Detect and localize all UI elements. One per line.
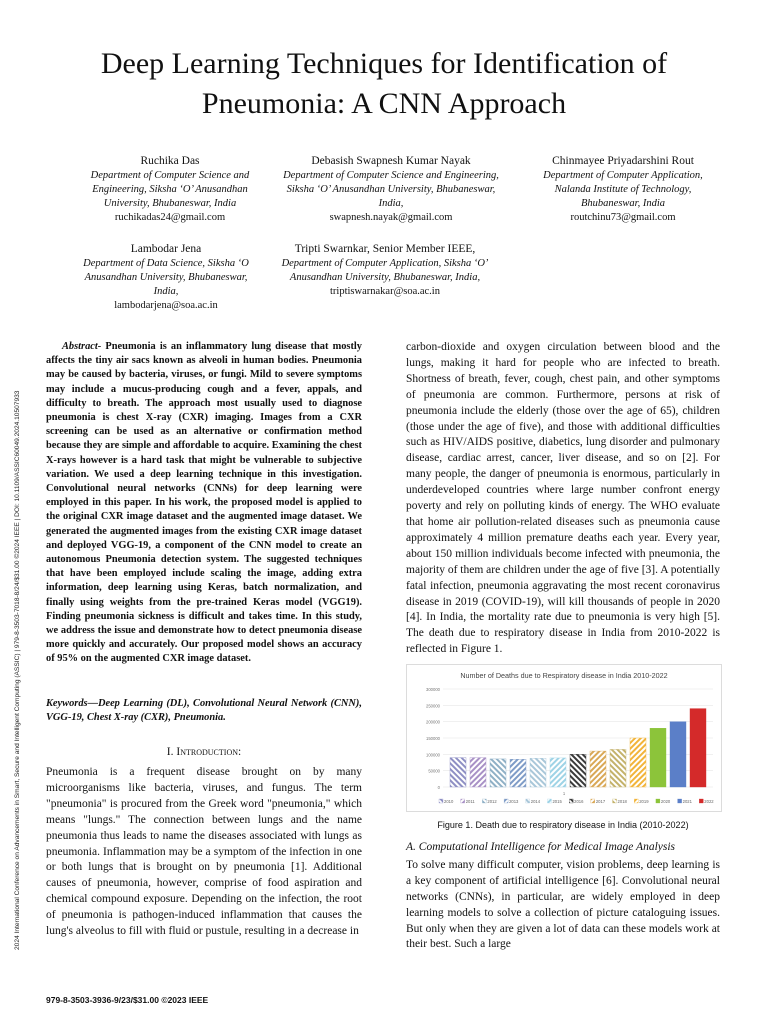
y-tick-label: 150000 bbox=[426, 736, 440, 741]
author-name: Ruchika Das bbox=[140, 155, 200, 167]
legend-swatch-2014 bbox=[526, 799, 530, 803]
legend-label-2011: 2011 bbox=[465, 799, 475, 804]
abstract-label: Abstract- bbox=[62, 341, 102, 352]
legend-swatch-2010 bbox=[439, 799, 443, 803]
legend-label-2019: 2019 bbox=[639, 799, 649, 804]
body-paragraph: carbon-dioxide and oxygen circulation between blood and the lungs, making it hard for people who are infected to breath. Shortness of breath, fever, cough, chest pain, and other symptoms of pneumonia are common. Furthermore, persons at risk of pneumonia include the elderly (those over the age of 65), children (those under the age of five), and those with additional difficulties such as HIV/AIDS positive, diabetics, lung disorder and pulmonary disease, cardiac arrest, cancer, liver disease, and so on [2]. For many people, the danger of pneumonia is enormous, particularly in underdeveloped countries where large number confront energy poverty and rely on polluting kinds of energy. The WHO evaluate that home air pollution-related diseases such as pneumonia cause approximately 4 million premature deaths each year. Every year, about 150 million individuals become infected with pneumonia, the majority of them are children under the age of five [3]. A potentially fatal infection, pneumonia aggravating the most recent coronavirus disease in 2019 (COVID-19), will kill thousands of people in 2020 [4]. In India, the mortality rate due to pneumonia is very high [5]. The death due to respiratory disease in India from 2010-2022 is reflected in Figure 1. bbox=[406, 341, 720, 656]
author-name: Chinmayee Priyadarshini Rout bbox=[552, 155, 694, 167]
bar-2011 bbox=[470, 758, 486, 787]
figure-1-chart bbox=[406, 664, 722, 812]
y-tick-label: 300000 bbox=[426, 687, 440, 692]
author-block bbox=[278, 154, 504, 225]
legend-label-2018: 2018 bbox=[617, 799, 627, 804]
right-column-text bbox=[406, 340, 720, 658]
bar-2018 bbox=[610, 749, 626, 787]
legend-swatch-2017 bbox=[591, 799, 595, 803]
abstract-body: Pneumonia is an inflammatory lung disease that mostly affects the tiny air sacs known as alveoli in human bodies. Pneumonia may be caused by bacteria, viruses, or fungi. Mild to severe symptoms may include a mucus-producing cough and a fever, appals, and difficulty to breath. The approach most usually used to diagnose pneumonia is chest X-ray (CXR) imaging. Images from a CXR screening can be used as an alternative or confirmation method because they are simple and affordable to acquire. Examining the chest X-rays however is a hard task that might be vulnerable to subjective variation. We used a deep learning technique in this investigation. Convolutional neural networks (CNNs) for deep learning were employed in this paper. In his work, the proposed model is applied to the original CXR image dataset and the augmented image dataset. We generated the augmented images from the existing CXR image dataset and deployed VGG-19, a component of the CNN model to create an autonomous Pneumonia detection system. The suggested techniques that have been employed include scaling the image, adding extra information, deep learning using Keras, batch normalization, and finally using weights from the pre-trained Keras model (VGG19). Finding pneumonia sickness is difficult and takes time. In this study, we address the issue and demonstrate how to detect pneumonia disease more quickly and accurately. Our proposed model shows an accuracy of 95% on the augmented CXR image dataset. bbox=[46, 341, 362, 665]
bar-2015 bbox=[550, 758, 566, 787]
author-affiliation: Department of Computer Science and Engineering, Siksha ‘O’ Anusandhan University, Bhubaneswar, India bbox=[90, 170, 250, 209]
legend-label-2015: 2015 bbox=[552, 799, 562, 804]
author-email: triptiswarnakar@soa.ac.in bbox=[330, 286, 440, 297]
x-axis-label: 1 bbox=[562, 791, 566, 796]
author-block bbox=[280, 242, 490, 299]
bar-2019 bbox=[630, 738, 646, 787]
intro-paragraph: Pneumonia is a frequent disease brought on by many microorganisms like bacteria, viruses, and fungus. The term "pneumonia" is procured from the Greek word "pneumonia," which means "lungs." The connection between lungs and the name pneumonia thus leads to name the diseases associated with lungs as pneumonia. Inflammation may be a symptom of the infection in one or both lungs that is brought on by pneumonia [1]. Additional causes of pneumonia, however, comprise of food aspiration and chemical compound exposure. Depending on the infection, the root of pneumonia is pathogen-induced inflammation that causes the lung's alveolus to fill with fluid or pustule, resulting in a decrease in bbox=[46, 765, 362, 938]
author-name: Lambodar Jena bbox=[130, 243, 202, 255]
author-affiliation: Department of Computer Application, Siksha ‘O’ Anusandhan University, Bhubaneswar, India, bbox=[281, 258, 489, 283]
side-doi-banner bbox=[10, 200, 30, 950]
y-tick-label: 50000 bbox=[428, 768, 440, 774]
bar-2010 bbox=[450, 758, 466, 787]
legend-swatch-2015 bbox=[547, 799, 551, 803]
section-heading bbox=[46, 745, 362, 761]
title-line-2: Pneumonia: A CNN Approach bbox=[201, 87, 567, 120]
subsection-heading: A. Computational Intelligence for Medical Image Analysis bbox=[406, 841, 676, 853]
author-affiliation: Department of Computer Application, Nalanda Institute of Technology, Bhubaneswar, India bbox=[543, 170, 703, 209]
author-name: Tripti Swarnkar, Senior Member IEEE, bbox=[294, 243, 476, 255]
legend-label-2022: 2022 bbox=[704, 799, 714, 804]
legend-swatch-2021 bbox=[678, 799, 682, 803]
abstract bbox=[46, 340, 362, 667]
legend-swatch-2019 bbox=[634, 799, 638, 803]
author-name: Debasish Swapnesh Kumar Nayak bbox=[311, 155, 471, 167]
paper-title bbox=[40, 44, 728, 124]
legend-label-2013: 2013 bbox=[509, 799, 519, 804]
author-affiliation: Department of Data Science, Siksha ‘O Anusandhan University, Bhubaneswar, India, bbox=[83, 258, 249, 297]
legend-swatch-2013 bbox=[504, 799, 508, 803]
bar-2021 bbox=[670, 722, 686, 787]
author-email: routchinu73@gmail.com bbox=[570, 212, 676, 223]
chart-title: Number of Deaths due to Respiratory disease in India 2010-2022 bbox=[460, 671, 668, 680]
author-affiliation: Department of Computer Science and Engineering, Siksha ‘O’ Anusandhan University, Bhubaneswar, India, bbox=[283, 170, 499, 209]
legend-swatch-2012 bbox=[482, 799, 486, 803]
author-email: ruchikadas24@gmail.com bbox=[114, 212, 226, 223]
legend-label-2010: 2010 bbox=[444, 799, 454, 804]
legend-swatch-2022 bbox=[699, 799, 703, 803]
legend-swatch-2016 bbox=[569, 799, 573, 803]
legend-label-2020: 2020 bbox=[660, 799, 671, 804]
bar-2014 bbox=[530, 758, 546, 787]
legend-label-2017: 2017 bbox=[595, 799, 606, 804]
side-doi-text: 2024 International Conference on Advancements in Smart, Secure and Intelligent Computing (ASSIC) | 979-8-3503-7018-8/24/$31.00 ©2024 IEEE | DOI: 10.1109/ASSIC60049.2024.10507933 bbox=[14, 390, 21, 950]
legend-swatch-2018 bbox=[613, 799, 617, 803]
section-title: Introduction: bbox=[176, 746, 242, 759]
subsection-paragraph: To solve many difficult computer, vision problems, deep learning is a key component of artificial intelligence [6]. Convolutional neural networks (CNNs), in particular, are widely employed in deep learning models to solve a collection of picture cataloguing issues. But only when they are given a lot of data can these models work at their best. Such a large bbox=[406, 858, 720, 951]
bar-2017 bbox=[590, 751, 606, 787]
legend-swatch-2011 bbox=[461, 799, 465, 803]
author-email: lambodarjena@soa.ac.in bbox=[114, 300, 218, 311]
keywords: Keywords—Deep Learning (DL), Convolutional Neural Network (CNN), VGG-19, Chest X-ray (CXR), Pneumonia. bbox=[46, 697, 362, 723]
bar-2020 bbox=[650, 728, 666, 787]
legend-label-2016: 2016 bbox=[574, 799, 584, 804]
left-column bbox=[46, 340, 362, 940]
bar-2022 bbox=[690, 709, 706, 787]
author-email: swapnesh.nayak@gmail.com bbox=[329, 212, 453, 223]
bar-2016 bbox=[570, 754, 586, 787]
author-block bbox=[78, 242, 254, 313]
bar-2013 bbox=[510, 759, 526, 787]
bar-2012 bbox=[490, 759, 506, 787]
right-column-lower bbox=[406, 840, 720, 953]
section-number: I. bbox=[166, 746, 174, 759]
bar-chart bbox=[407, 665, 721, 811]
y-tick-label: 100000 bbox=[426, 752, 440, 758]
y-tick-label: 200000 bbox=[426, 719, 440, 725]
copyright-footer: 979-8-3503-3936-9/23/$31.00 ©2023 IEEE bbox=[46, 995, 209, 1005]
title-line-1: Deep Learning Techniques for Identification of bbox=[100, 47, 668, 80]
y-tick-label: 250000 bbox=[426, 703, 440, 709]
author-block bbox=[528, 154, 718, 225]
legend-label-2012: 2012 bbox=[487, 799, 497, 804]
y-tick-label: 0 bbox=[437, 785, 440, 790]
legend-label-2021: 2021 bbox=[682, 799, 692, 804]
legend-label-2014: 2014 bbox=[530, 799, 541, 804]
author-block bbox=[72, 154, 268, 225]
legend-swatch-2020 bbox=[656, 799, 660, 803]
figure-caption: Figure 1. Death due to respiratory disease in India (2010-2022) bbox=[437, 820, 689, 830]
